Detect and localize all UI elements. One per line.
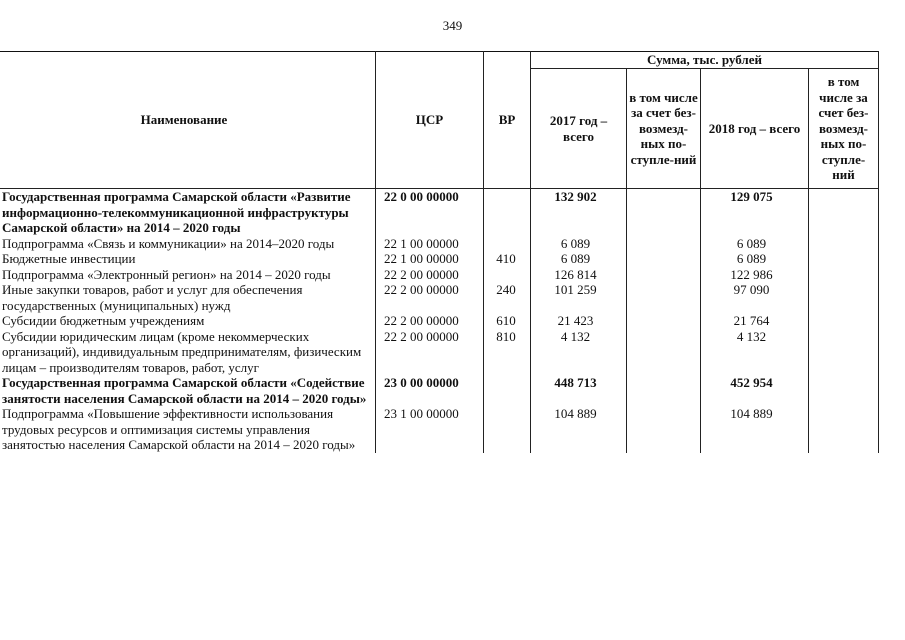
row-2018-total: 122 986 xyxy=(701,267,809,283)
row-csr: 23 1 00 00000 xyxy=(376,406,484,453)
row-csr: 22 2 00 00000 xyxy=(376,329,484,376)
row-name: Субсидии бюджетным учреждениям xyxy=(0,313,376,329)
table-row xyxy=(0,267,879,283)
row-2017-gratuitous xyxy=(627,251,701,267)
row-name: Подпрограмма «Связь и коммуникации» на 2014–2020 годы xyxy=(0,236,376,252)
row-vr xyxy=(484,267,531,283)
header-name: Наименование xyxy=(0,52,376,189)
row-csr: 22 2 00 00000 xyxy=(376,267,484,283)
row-2017-total: 6 089 xyxy=(531,251,627,267)
row-2017-gratuitous xyxy=(627,282,701,313)
row-vr: 240 xyxy=(484,282,531,313)
row-2018-total: 97 090 xyxy=(701,282,809,313)
row-2017-gratuitous xyxy=(627,329,701,376)
row-2017-total: 448 713 xyxy=(531,375,627,406)
row-2017-total: 21 423 xyxy=(531,313,627,329)
row-2018-gratuitous xyxy=(809,251,879,267)
table-row xyxy=(0,406,879,453)
row-csr: 22 2 00 00000 xyxy=(376,282,484,313)
row-2018-gratuitous xyxy=(809,282,879,313)
row-name: Подпрограмма «Повышение эффективности использования трудовых ресурсов и оптимизация системы управления занятостью населения Самарской области на 2014 – 2020 годы» xyxy=(0,406,376,453)
table-row xyxy=(0,236,879,252)
row-2018-total: 129 075 xyxy=(701,189,809,236)
row-vr: 410 xyxy=(484,251,531,267)
row-2017-total: 126 814 xyxy=(531,267,627,283)
row-vr xyxy=(484,375,531,406)
row-2017-total: 101 259 xyxy=(531,282,627,313)
row-vr xyxy=(484,406,531,453)
row-2017-gratuitous xyxy=(627,406,701,453)
header-2017-gratuitous: в том числе за счет без-возмезд-ных по-ступле-ний xyxy=(627,69,701,189)
row-2017-total: 132 902 xyxy=(531,189,627,236)
row-name: Государственная программа Самарской области «Развитие информационно-телекоммуникационной инфраструктуры Самарской области» на 2014 – 2020 годы xyxy=(0,189,376,236)
row-2017-gratuitous xyxy=(627,267,701,283)
row-name: Иные закупки товаров, работ и услуг для обеспечения государственных (муниципальных) нужд xyxy=(0,282,376,313)
row-name: Бюджетные инвестиции xyxy=(0,251,376,267)
table-row xyxy=(0,313,879,329)
table-body xyxy=(0,189,879,453)
row-2018-total: 6 089 xyxy=(701,251,809,267)
row-csr: 22 0 00 00000 xyxy=(376,189,484,236)
row-2018-gratuitous xyxy=(809,189,879,236)
row-2018-total: 452 954 xyxy=(701,375,809,406)
table-row xyxy=(0,282,879,313)
row-2017-total: 6 089 xyxy=(531,236,627,252)
row-2017-total: 104 889 xyxy=(531,406,627,453)
row-vr xyxy=(484,189,531,236)
header-2018-gratuitous: в том числе за счет без-возмезд-ных по-ступле-ний xyxy=(809,69,879,189)
row-2018-gratuitous xyxy=(809,267,879,283)
row-2018-total: 4 132 xyxy=(701,329,809,376)
row-2018-gratuitous xyxy=(809,406,879,453)
budget-table xyxy=(0,51,879,453)
table-row xyxy=(0,251,879,267)
row-2017-gratuitous xyxy=(627,313,701,329)
table-header xyxy=(0,52,879,189)
header-sum-group: Сумма, тыс. рублей xyxy=(531,52,879,69)
row-2018-total: 6 089 xyxy=(701,236,809,252)
row-csr: 23 0 00 00000 xyxy=(376,375,484,406)
row-csr: 22 2 00 00000 xyxy=(376,313,484,329)
row-name: Субсидии юридическим лицам (кроме некоммерческих организаций), индивидуальным предпринимателям, физическим лицам – производителям товаров, работ, услуг xyxy=(0,329,376,376)
row-2018-gratuitous xyxy=(809,329,879,376)
row-2017-gratuitous xyxy=(627,236,701,252)
table-row xyxy=(0,189,879,236)
table-row xyxy=(0,329,879,376)
header-vr: ВР xyxy=(484,52,531,189)
row-2018-total: 21 764 xyxy=(701,313,809,329)
row-2017-total: 4 132 xyxy=(531,329,627,376)
row-vr xyxy=(484,236,531,252)
table-row xyxy=(0,375,879,406)
row-2018-gratuitous xyxy=(809,236,879,252)
header-csr: ЦСР xyxy=(376,52,484,189)
row-2018-total: 104 889 xyxy=(701,406,809,453)
row-2017-gratuitous xyxy=(627,375,701,406)
row-vr: 810 xyxy=(484,329,531,376)
row-2018-gratuitous xyxy=(809,313,879,329)
page-number: 349 xyxy=(442,18,463,33)
row-csr: 22 1 00 00000 xyxy=(376,251,484,267)
header-2018-total: 2018 год – всего xyxy=(701,69,809,189)
row-2017-gratuitous xyxy=(627,189,701,236)
row-csr: 22 1 00 00000 xyxy=(376,236,484,252)
row-vr: 610 xyxy=(484,313,531,329)
row-name: Государственная программа Самарской области «Содействие занятости населения Самарской области на 2014 – 2020 годы» xyxy=(0,375,376,406)
header-2017-total: 2017 год – всего xyxy=(531,69,627,189)
row-2018-gratuitous xyxy=(809,375,879,406)
row-name: Подпрограмма «Электронный регион» на 2014 – 2020 годы xyxy=(0,267,376,283)
